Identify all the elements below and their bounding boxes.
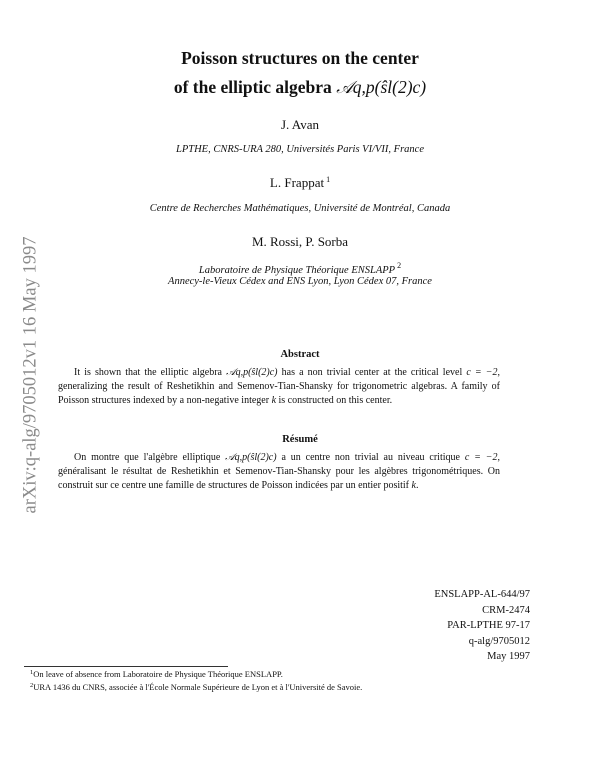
report-number: CRM-2474 [482,604,530,616]
report-numbers [434,587,530,665]
arxiv-side-stamp: arXiv:q-alg/9705012v1 16 May 1997 [20,236,41,514]
abstract-math: 𝒜q,p(ŝl(2)c) [226,367,278,378]
paper-title-line-2 [0,77,600,98]
footnote-2: $^2$URA 1436 du CNRS, associée à l'École Normale Supérieure de Lyon et à l'Université de Savoie. [30,682,363,692]
footnote-1: $^1$On leave of absence from Laboratoire de Physique Théorique ENSLAPP. [30,669,283,679]
author-1: J. Avan [280,117,320,132]
report-date: May 1997 [487,651,530,662]
title-text: of the elliptic algebra [173,77,332,97]
affiliation-1: LPTHE, CNRS-URA 280, Universités Paris VI/VII, France [176,144,424,155]
resume-heading: Résumé [282,434,318,445]
affiliation-3-line-2: Annecy-le-Vieux Cédex and ENS Lyon, Lyon Cédex 07, France [168,276,432,287]
abstract-heading: Abstract [280,349,320,360]
report-number: q-alg/9705012 [468,635,530,647]
title-math: 𝒜q,p(ŝl(2)c) [336,77,427,97]
abstract-equation: c = −2 [466,367,498,378]
affiliation-3-footnote-mark: 2 [397,261,402,270]
author-3: M. Rossi, P. Sorba [251,234,349,249]
resume-math: 𝒜q,p(ŝl(2)c) [225,452,277,463]
abstract-text: It is shown that the elliptic algebra 𝒜q,p(ŝl(2)c) has a non trivial center at the critical level c = −2, generalizing the result of Reshetikhin and Semenov-Tian-Shansky for trigonometric algebras. A family of Poisson structures indexed by a non-negative integer k is constructed on this center. [58,367,501,407]
affiliation-2: Centre de Recherches Mathématiques, Université de Montréal, Canada [149,203,451,214]
report-number: ENSLAPP-AL-644/97 [434,589,530,600]
resume-equation: c = −2 [464,452,498,463]
report-number: PAR-LPTHE 97-17 [447,620,530,631]
author-2 [0,175,600,191]
paper-title-line-1: Poisson structures on the center [181,48,419,68]
affiliation-3-line-1: Laboratoire de Physique Théorique ENSLAPP $^2$ [198,261,402,276]
author-2-name: L. Frappat [269,175,325,190]
footnote-rule [24,666,228,667]
resume-text: On montre que l'algèbre elliptique 𝒜q,p(ŝl(2)c) a un centre non trivial au niveau critique c = −2, généralisant le résultat de Reshetikhin et Semenov-Tian-Shansky pour les algèbres trigonométriques. On construit sur ce centre une famille de structures de Poisson indicées par un entier positif k. [58,452,501,492]
author-2-footnote-mark: 1 [326,175,331,184]
